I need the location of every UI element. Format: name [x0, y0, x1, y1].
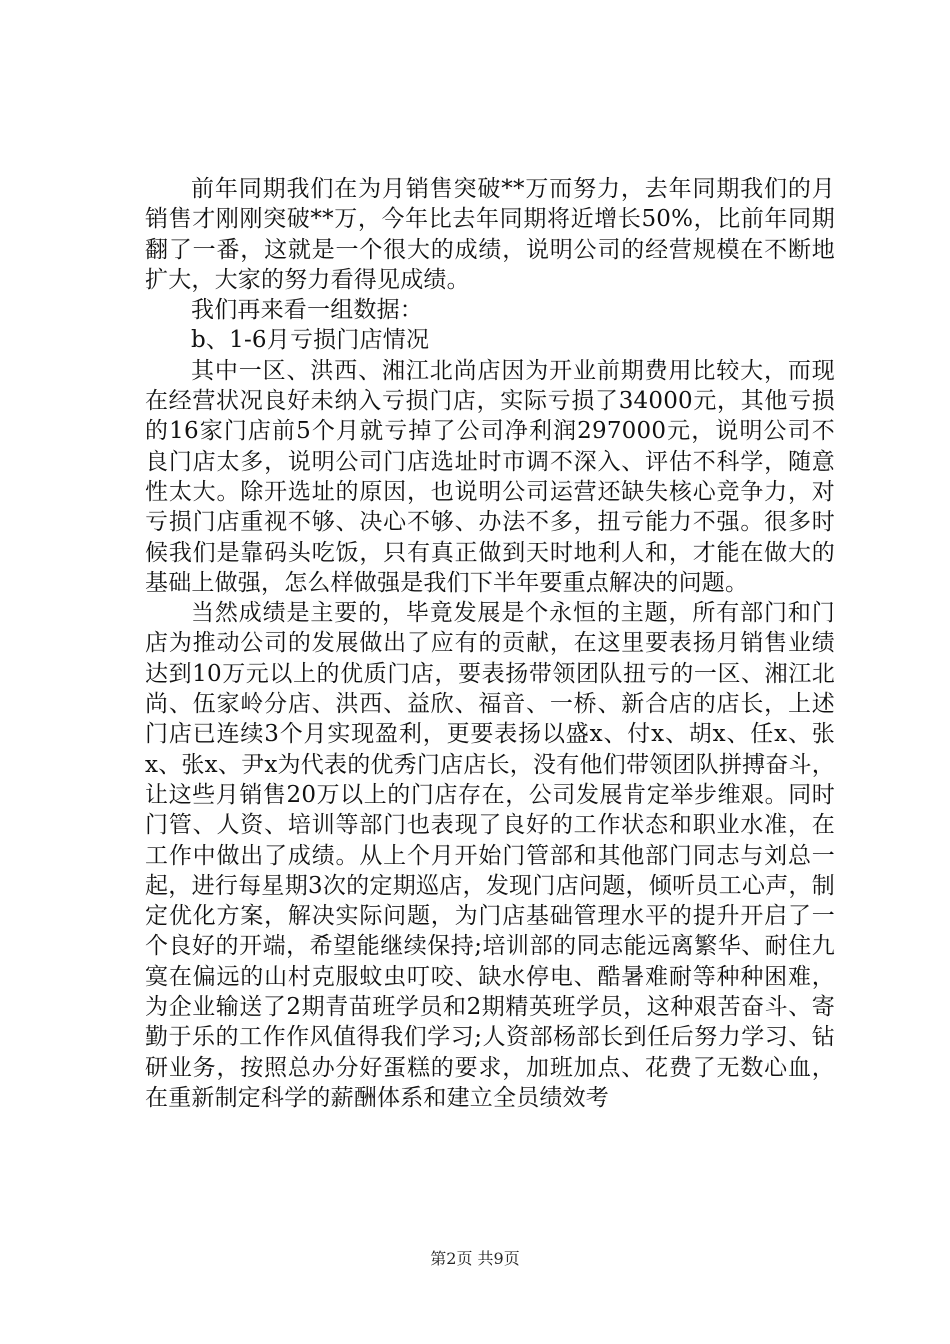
page-number-footer: 第2页 共9页	[430, 1249, 520, 1268]
paragraph-achievements: 当然成绩是主要的，毕竟发展是个永恒的主题，所有部门和门店为推动公司的发展做出了应有的贡献，在这里要表扬月销售业绩达到10万元以上的优质门店，要表扬带领团队扭亏的一区、湘江北尚、伍家岭分店、洪西、益欣、福音、一桥、新合店的店长，上述门店已连续3个月实现盈利，更要表扬以盛x、付x、胡x、任x、张x、张x、尹x为代表的优秀门店店长，没有他们带领团队拼搏奋斗，让这些月销售20万以上的门店存在，公司发展肯定举步维艰。同时门管、人资、培训等部门也表现了良好的工作状态和职业水准，在工作中做出了成绩。从上个月开始门管部和其他部门同志与刘总一起，进行每星期3次的定期巡店，发现门店问题，倾听员工心声，制定优化方案，解决实际问题，为门店基础管理水平的提升开启了一个良好的开端，希望能继续保持;培训部的同志能远离繁华、耐住九寞在偏远的山村克服蚊虫叮咬、缺水停电、酷暑难耐等种种困难，为企业输送了2期青苗班学员和2期精英班学员，这种艰苦奋斗、寄勤于乐的工作作风值得我们学习;人资部杨部长到任后努力学习、钻研业务，按照总办分好蛋糕的要求，加班加点、花费了无数心血，在重新制定科学的薪酬体系和建立全员绩效考	[145, 600, 835, 1111]
paragraph-sales-growth: 前年同期我们在为月销售突破**万而努力，去年同期我们的月销售才刚刚突破**万，今年比去年同期将近增长50%，比前年同期翻了一番，这就是一个很大的成绩，说明公司的经营规模在不断地扩大，大家的努力看得见成绩。	[145, 176, 835, 293]
document-body	[145, 174, 835, 1113]
paragraph-data-intro: 我们再来看一组数据：	[191, 297, 423, 324]
paragraph-loss-heading: b、1-6月亏损门店情况	[191, 327, 430, 354]
paragraph-loss-analysis: 其中一区、洪西、湘江北尚店因为开业前期费用比较大，而现在经营状况良好未纳入亏损门店，实际亏损了34000元，其他亏损的16家门店前5个月就亏掉了公司净利润297000元，说明公司不良门店太多，说明公司门店选址时市调不深入、评估不科学，随意性太大。除开选址的原因，也说明公司运营还缺失核心竞争力，对亏损门店重视不够、决心不够、办法不多，扭亏能力不强。很多时候我们是靠码头吃饭，只有真正做到天时地利人和，才能在做大的基础上做强，怎么样做强是我们下半年要重点解决的问题。	[145, 357, 835, 596]
